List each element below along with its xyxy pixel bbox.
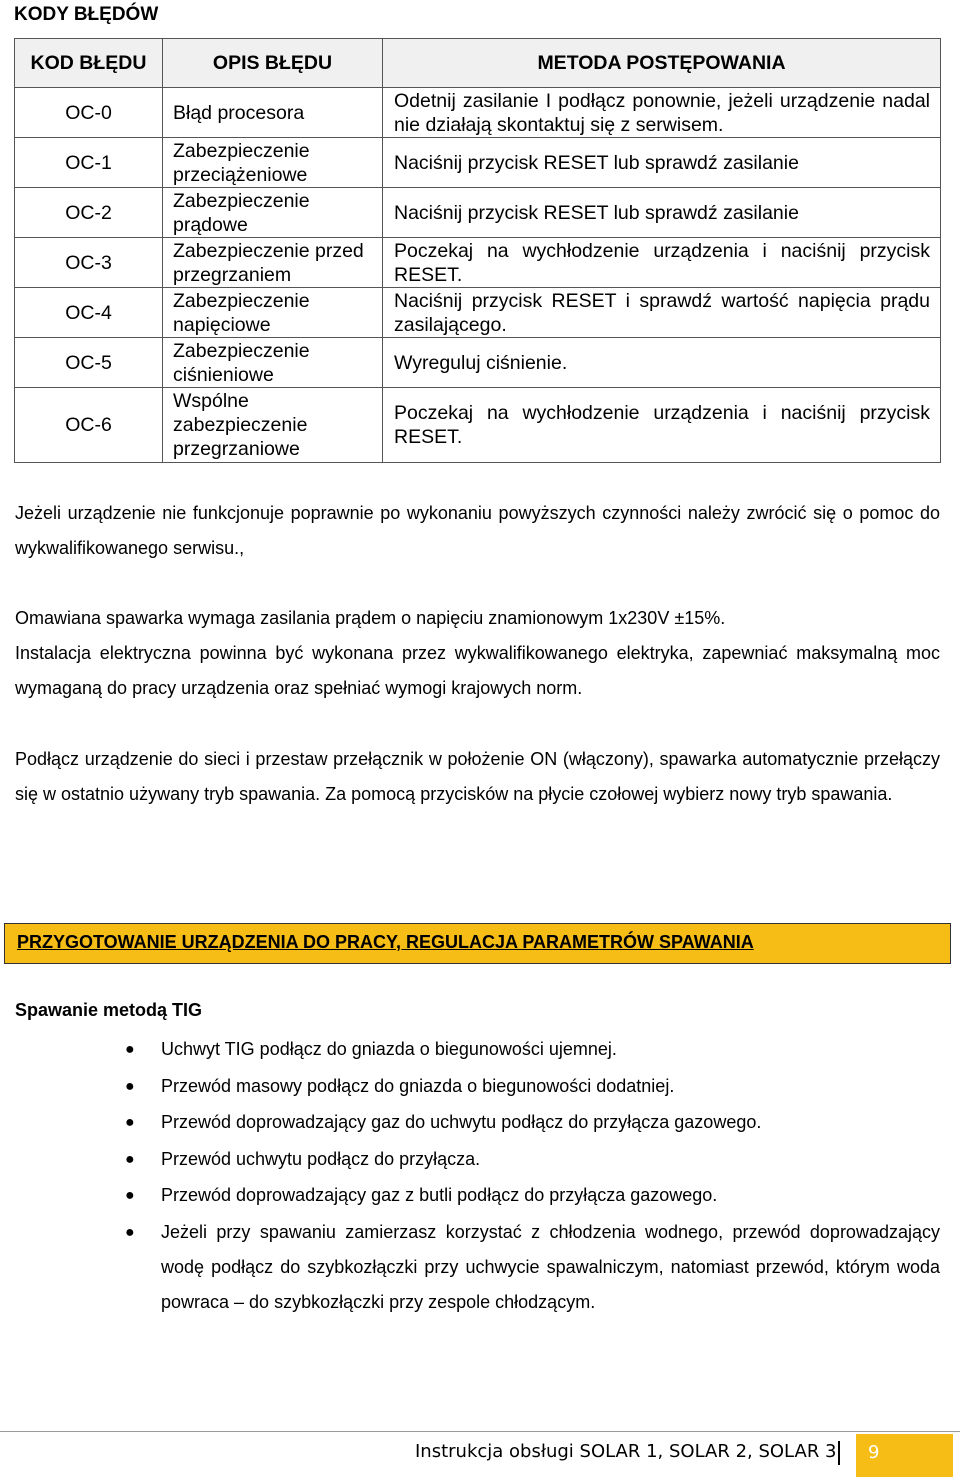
paragraph-text: Jeżeli urządzenie nie funkcjonuje poprawnie po wykonaniu powyższych czynności należy zwrócić się o pomoc do wykwalifikowanego serwisu., (15, 503, 940, 558)
error-code: OC-0 (15, 88, 163, 138)
error-method: Odetnij zasilanie I podłącz ponownie, jeżeli urządzenie nadal nie działają skontaktuj się z serwisem. (383, 88, 941, 138)
error-method: Naciśnij przycisk RESET lub sprawdź zasilanie (383, 188, 941, 238)
list-item (0, 1215, 940, 1320)
list-item (0, 1105, 940, 1140)
service-paragraph (15, 496, 940, 566)
error-code: OC-4 (15, 288, 163, 338)
list-item-text: Przewód doprowadzający gaz z butli podłącz do przyłącza gazowego. (161, 1185, 718, 1205)
table-row (15, 338, 941, 388)
list-item (0, 1178, 940, 1213)
error-codes-table (14, 38, 941, 463)
error-code: OC-3 (15, 238, 163, 288)
error-method: Poczekaj na wychłodzenie urządzenia i naciśnij przycisk RESET. (383, 238, 941, 288)
table-row (15, 138, 941, 188)
tig-section-title: Spawanie metodą TIG (15, 1000, 203, 1020)
error-description: Wspólne zabezpieczenie przegrzaniowe (163, 388, 383, 463)
paragraph-text: Omawiana spawarka wymaga zasilania prądem o napięciu znamionowym 1x230V ±15%. (15, 608, 726, 628)
header-description: OPIS BŁĘDU (163, 39, 383, 88)
tig-steps-list (0, 1032, 940, 1321)
error-description: Zabezpieczenie przeciążeniowe (163, 138, 383, 188)
error-method: Wyreguluj ciśnienie. (383, 338, 941, 388)
error-code: OC-2 (15, 188, 163, 238)
header-code: KOD BŁĘDU (15, 39, 163, 88)
section-title: KODY BŁĘDÓW (14, 4, 159, 25)
error-code: OC-6 (15, 388, 163, 463)
error-code: OC-1 (15, 138, 163, 188)
table-row (15, 238, 941, 288)
list-item (0, 1032, 940, 1067)
footer-divider (0, 1431, 960, 1432)
error-description: Zabezpieczenie napięciowe (163, 288, 383, 338)
table-row (15, 388, 941, 463)
table-row (15, 188, 941, 238)
banner-title: PRZYGOTOWANIE URZĄDZENIA DO PRACY, REGULACJA PARAMETRÓW SPAWANIA (17, 932, 754, 952)
footer-title: Instrukcja obsługi SOLAR 1, SOLAR 2, SOLAR 3 (415, 1441, 837, 1462)
paragraph-text: Podłącz urządzenie do sieci i przestaw przełącznik w położenie ON (włączony), spawarka automatycznie przełączy się w ostatnio używany tryb spawania. Za pomocą przycisków na płycie czołowej wybierz nowy tryb spawania. (15, 749, 940, 804)
footer-separator (838, 1441, 840, 1465)
bullet-dot-icon: ● (125, 1223, 135, 1241)
error-method: Naciśnij przycisk RESET lub sprawdź zasilanie (383, 138, 941, 188)
table-row (15, 288, 941, 338)
error-description: Zabezpieczenie prądowe (163, 188, 383, 238)
table-header-row (15, 39, 941, 88)
list-item-text: Przewód doprowadzający gaz do uchwytu podłącz do przyłącza gazowego. (161, 1112, 762, 1132)
error-description: Zabezpieczenie przed przegrzaniem (163, 238, 383, 288)
list-item-text: Uchwyt TIG podłącz do gniazda o biegunowości ujemnej. (161, 1039, 617, 1059)
page-number: 9 (868, 1442, 880, 1463)
header-method: METODA POSTĘPOWANIA (383, 39, 941, 88)
paragraph-text: Instalacja elektryczna powinna być wykonana przez wykwalifikowanego elektryka, zapewniać maksymalną moc wymaganą do pracy urządzenia oraz spełniać wymogi krajowych norm. (15, 643, 940, 698)
list-item (0, 1069, 940, 1104)
bullet-dot-icon: ● (125, 1041, 135, 1058)
list-item-text: Przewód uchwytu podłącz do przyłącza. (161, 1148, 481, 1169)
error-description: Błąd procesora (163, 88, 383, 138)
list-item-text: Jeżeli przy spawaniu zamierzasz korzystać z chłodzenia wodnego, przewód doprowadzający wodę podłącz do szybkozłączki przy uchwycie spawalniczym, natomiast przewód, którym woda powraca – do szybkozłączki przy zespole chłodzącym. (161, 1221, 940, 1312)
bullet-dot-icon: ● (125, 1150, 135, 1168)
error-description: Zabezpieczenie ciśnieniowe (163, 338, 383, 388)
connect-paragraph (15, 742, 940, 812)
error-method: Naciśnij przycisk RESET i sprawdź wartość napięcia prądu zasilającego. (383, 288, 941, 338)
bullet-dot-icon: ● (125, 1077, 135, 1095)
bullet-dot-icon: ● (125, 1187, 135, 1204)
power-paragraph (15, 601, 940, 706)
error-code: OC-5 (15, 338, 163, 388)
list-item-text: Przewód masowy podłącz do gniazda o biegunowości dodatniej. (161, 1075, 675, 1096)
table-row (15, 88, 941, 138)
error-method: Poczekaj na wychłodzenie urządzenia i naciśnij przycisk RESET. (383, 388, 941, 463)
section-banner (4, 923, 951, 964)
page-number-box (856, 1434, 953, 1477)
bullet-dot-icon: ● (125, 1114, 135, 1131)
list-item (0, 1142, 940, 1177)
